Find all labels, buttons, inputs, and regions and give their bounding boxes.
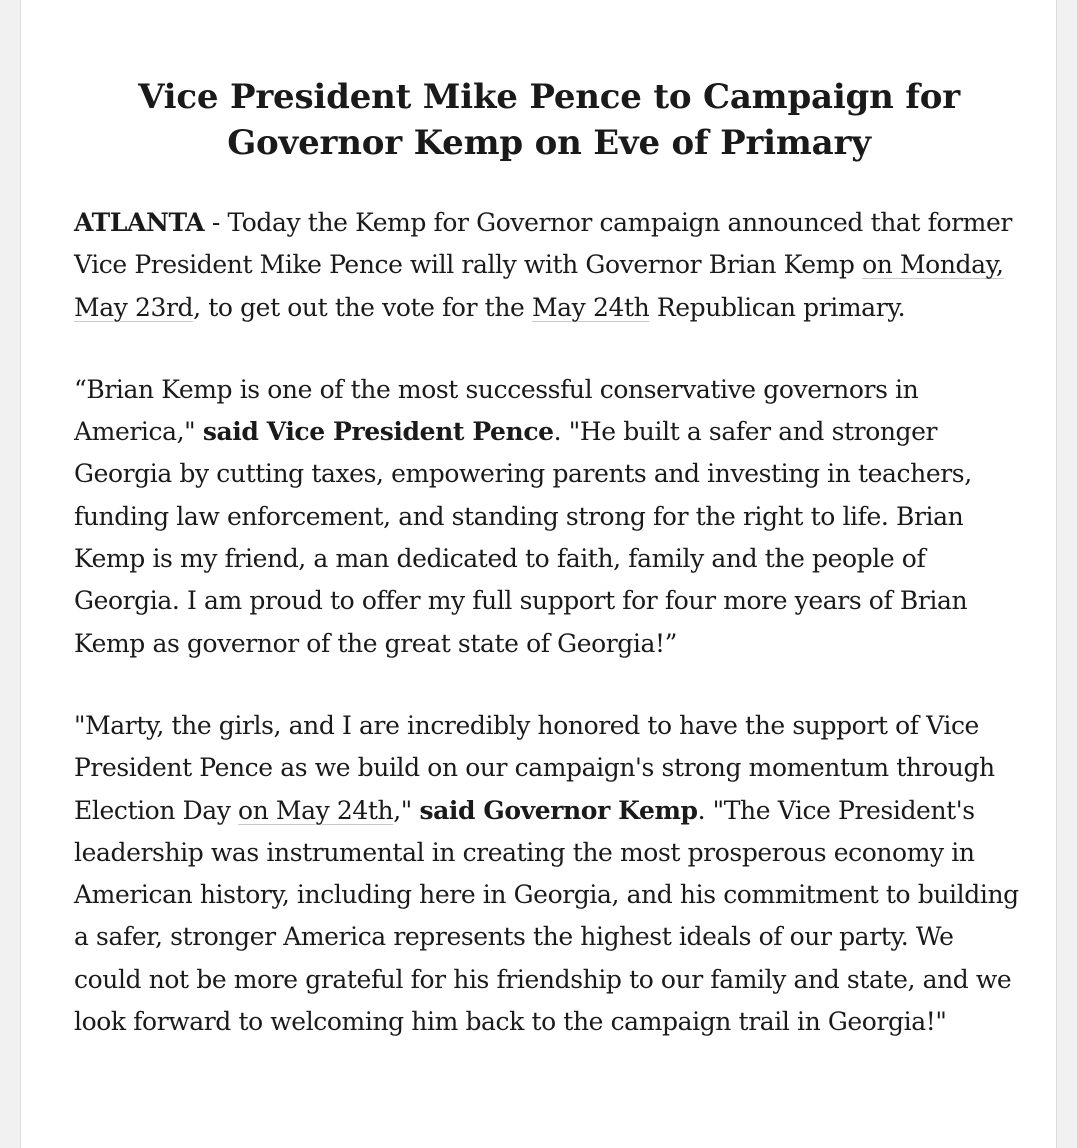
quote-text: ,"	[393, 795, 420, 825]
paragraph-text: Republican primary.	[649, 292, 906, 322]
dateline: ATLANTA	[74, 208, 205, 237]
date-link-may-24-election[interactable]: on May 24th	[238, 795, 394, 825]
quote-text: . "The Vice President's leadership was instrumental in creating the most prosperous economy in American history, including here in Georgia, and his commitment to building a safer, stronger America represents the highest ideals of our party. We could not be more grateful for his friendship to our family and state, and we look forward to welcoming him back to the campaign trail in Georgia!"	[74, 795, 1019, 1037]
quote-text: “Brian Kemp is one of the most successful conservative governors in America,"	[74, 374, 919, 447]
quote-text: . "He built a safer and stronger Georgia by cutting taxes, empowering parents and investing in teachers, funding law enforcement, and standing strong for the right to life. Brian Kemp is my friend, a man dedicated to faith, family and the people of Georgia. I am proud to offer my full support for four more years of Brian Kemp as governor of the great state of Georgia!”	[74, 417, 972, 658]
paragraph-pence-quote	[74, 369, 1024, 665]
paragraph-kemp-quote	[74, 705, 1024, 1043]
paragraph-text: , to get out the vote for the	[193, 292, 532, 322]
quote-attribution: said Vice President Pence	[202, 417, 554, 447]
document-page	[20, 0, 1057, 1148]
paragraph-announcement	[74, 202, 1024, 329]
date-link-may-24[interactable]: May 24th	[531, 292, 650, 322]
paragraph-text: - Today the Kemp for Governor campaign announced that former Vice President Mike Pence will rally with Governor Brian Kemp	[74, 208, 1012, 280]
date-link-may-23[interactable]: on Monday, May 23rd	[74, 250, 1004, 322]
quote-attribution: said Governor Kemp	[419, 795, 698, 825]
article-body	[74, 74, 1024, 1083]
article-title: Vice President Mike Pence to Campaign for Governor Kemp on Eve of Primary	[138, 77, 960, 163]
quote-text: "Marty, the girls, and I are incredibly honored to have the support of Vice President Pence as we build on our campaign's strong momentum through Election Day	[74, 710, 995, 825]
